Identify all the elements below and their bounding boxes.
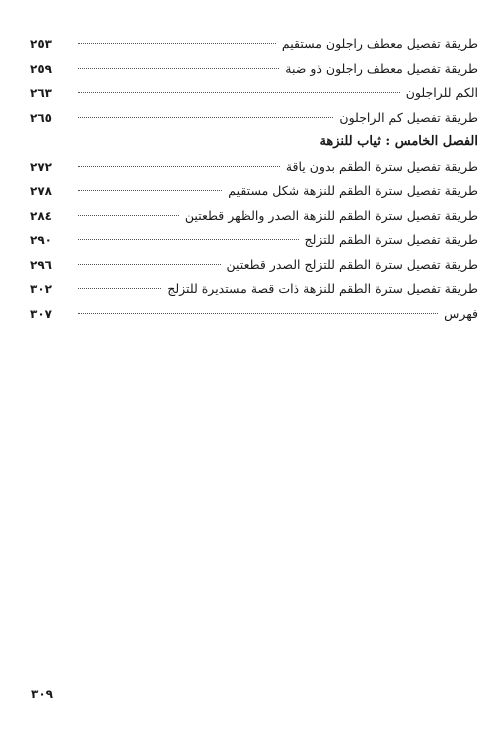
toc-entry [30,106,478,131]
toc-entry-title: فهرس [444,305,478,321]
section-heading: الفصل الخامس : ثياب للنزهة [319,134,478,149]
toc-entry-page: ٢٧٨ [30,184,52,198]
toc-entry [30,253,478,278]
dot-leader [78,166,280,167]
toc-entry [30,179,478,204]
toc-entry-page: ٢٥٩ [30,61,52,76]
dot-leader [78,92,400,93]
toc-entry-title: طريقة تفصيل سترة الطقم للتزلج [304,232,478,247]
toc-entry [30,155,478,180]
toc-entry-title: الكم للراجلون [405,85,478,100]
toc-entry [30,277,478,302]
dot-leader [78,215,179,216]
dot-leader [78,190,222,191]
toc-entry-title: طريقة تفصيل كم الراجلون [339,109,478,125]
toc-entry-page: ٢٦٣ [30,86,52,100]
toc-entry-title: طريقة تفصيل معطف راجلون مستقيم [281,36,478,51]
dot-leader [78,313,438,314]
dot-leader [78,68,279,69]
toc-entry-title: طريقة تفصيل سترة الطقم للنزهة ذات قصة مستديرة للتزلج [167,281,478,296]
toc-entry-page: ٢٥٣ [30,37,52,51]
dot-leader [78,264,221,265]
toc-entry [30,57,478,82]
toc-entry [30,81,478,106]
toc-entry-title: طريقة تفصيل معطف راجلون ذو ضبة [285,60,478,76]
dot-leader [78,43,276,44]
toc-entry-title: طريقة تفصيل سترة الطقم بدون ياقة [285,158,478,174]
dot-leader [78,239,299,240]
toc-entry [30,228,478,253]
table-of-contents [30,32,478,326]
page-number: ٣٠٩ [31,687,53,701]
toc-entry-title: طريقة تفصيل سترة الطقم للنزهة الصدر والظهر قطعتين [184,207,478,223]
dot-leader [78,117,333,118]
toc-entry-title: طريقة تفصيل سترة الطقم للتزلج الصدر قطعتين [226,256,478,272]
toc-entry-page: ٢٩٦ [30,257,52,272]
toc-entry-page: ٣٠٧ [30,306,52,321]
toc-entry-page: ٢٩٠ [30,233,52,247]
toc-entry [30,32,478,57]
toc-entry-page: ٢٦٥ [30,110,52,125]
toc-entry-title: طريقة تفصيل سترة الطقم للنزهة شكل مستقيم [228,183,478,198]
toc-entry [30,204,478,229]
dot-leader [78,288,161,289]
toc-entry-page: ٣٠٢ [30,282,52,296]
toc-entry [30,302,478,327]
toc-entry-page: ٢٨٤ [30,208,52,223]
toc-entry-page: ٢٧٢ [30,159,52,174]
